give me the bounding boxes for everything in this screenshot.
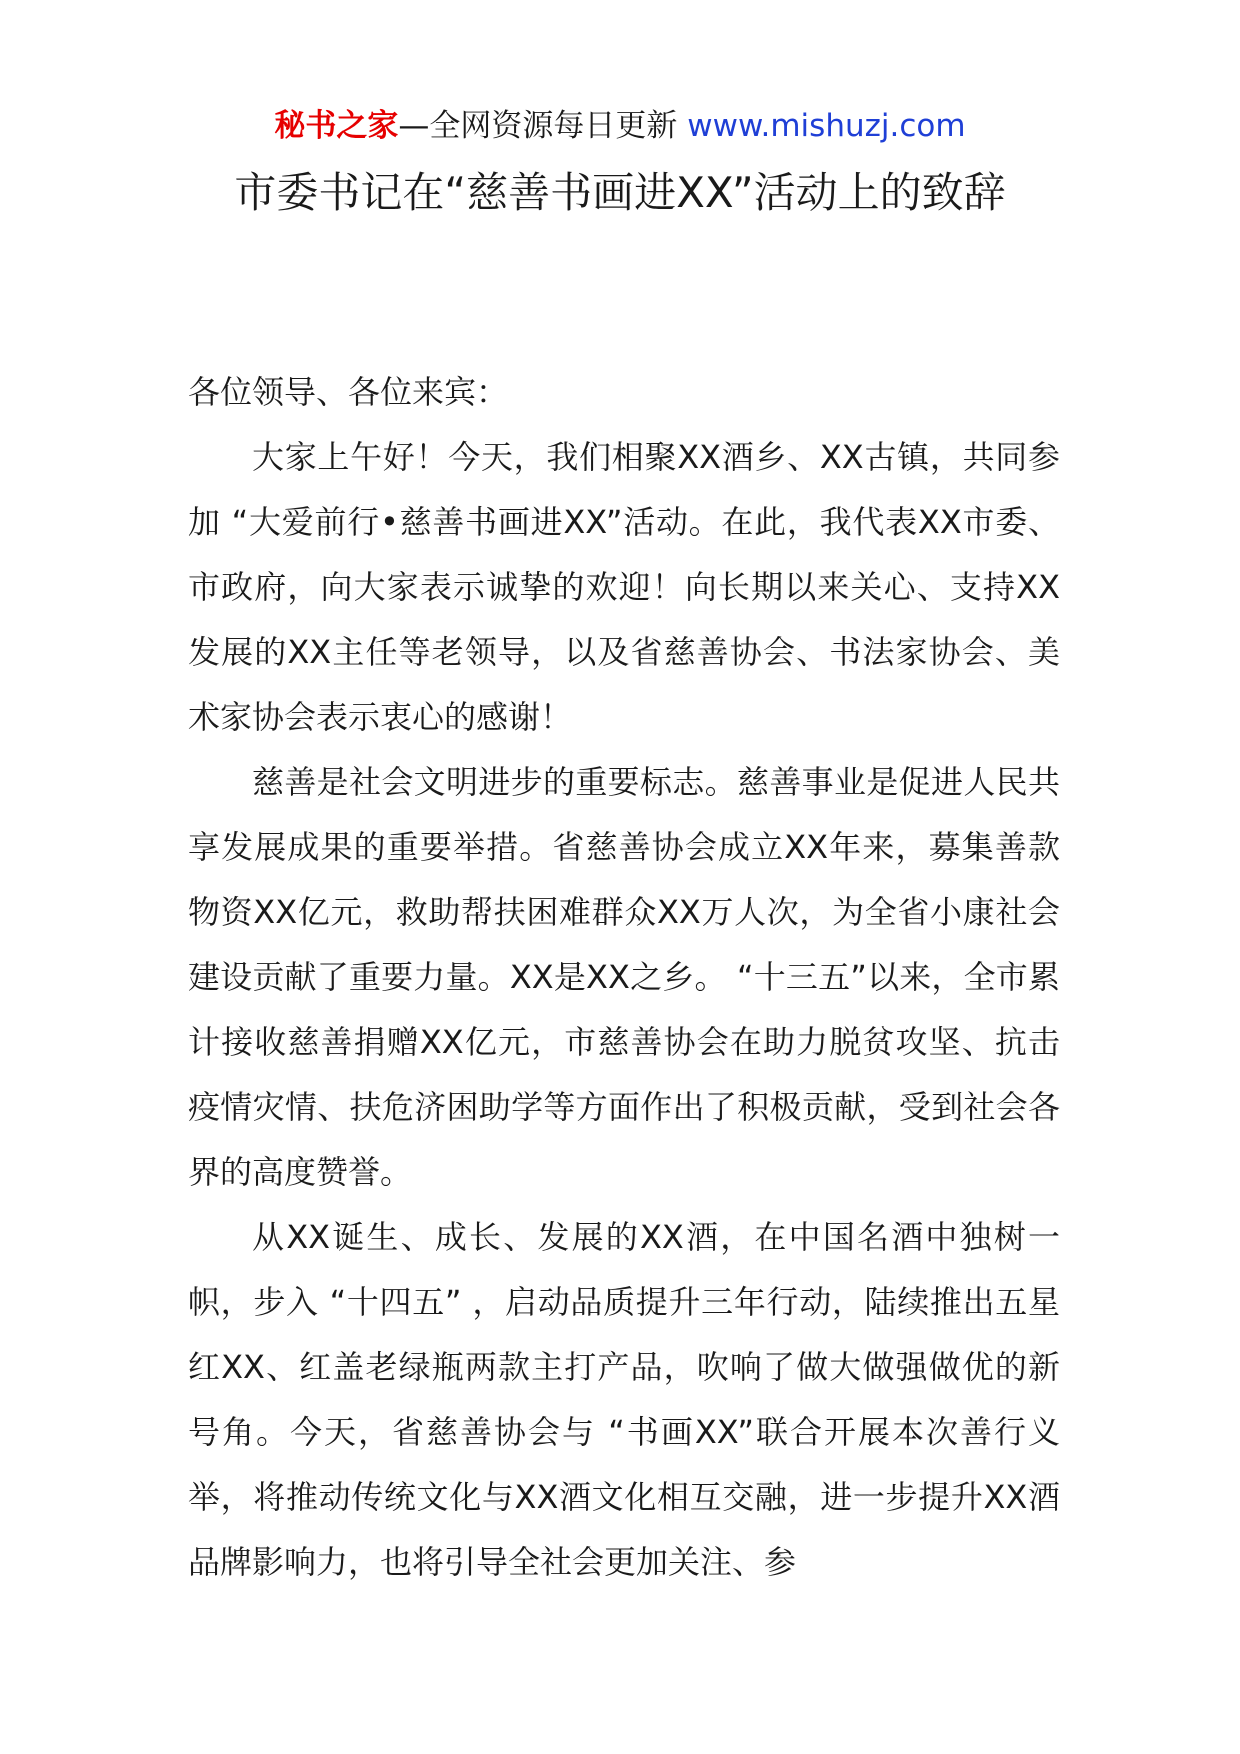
site-tagline: —全网资源每日更新 [398,108,678,144]
paragraph: 大家上午好！今天，我们相聚XX酒乡、XX古镇，共同参加 “大爱前行•慈善书画进XX”活动。在此，我代表XX市委、市政府，向大家表示诚挚的欢迎！向长期以来关心、支持XX发展的XX主任等老领导，以及省慈善协会、书法家协会、美术家协会表示衷心的感谢！ [188,438,1060,736]
paragraph: 从XX诞生、成长、发展的XX酒，在中国名酒中独树一帜，步入 “十四五” ，启动品质提升三年行动，陆续推出五星红XX、红盖老绿瓶两款主打产品，吹响了做大做强做优的新号角。今天，省慈善协会与 “书画XX”联合开展本次善行义举，将推动传统文化与XX酒文化相互交融，进一步提升XX酒品牌影响力，也将引导全社会更加关注、参 [188,1218,1060,1581]
site-brand: 秘书之家 [274,108,399,144]
site-url-link[interactable]: www.mishuzj.com [687,108,966,144]
paragraph: 慈善是社会文明进步的重要标志。慈善事业是促进人民共享发展成果的重要举措。省慈善协会成立XX年来，募集善款物资XX亿元，救助帮扶困难群众XX万人次，为全省小康社会建设贡献了重要力量。XX是XX之乡。 “十三五”以来，全市累计接收慈善捐赠XX亿元，市慈善协会在助力脱贫攻坚、抗击疫情灾情、扶危济困助学等方面作出了积极贡献，受到社会各界的高度赞誉。 [188,763,1060,1191]
document-body [188,360,1060,1595]
salutation: 各位领导、各位来宾： [188,373,509,411]
document-title: 市委书记在“慈善书画进XX”活动上的致辞 [234,168,1006,217]
site-header [0,104,1240,148]
